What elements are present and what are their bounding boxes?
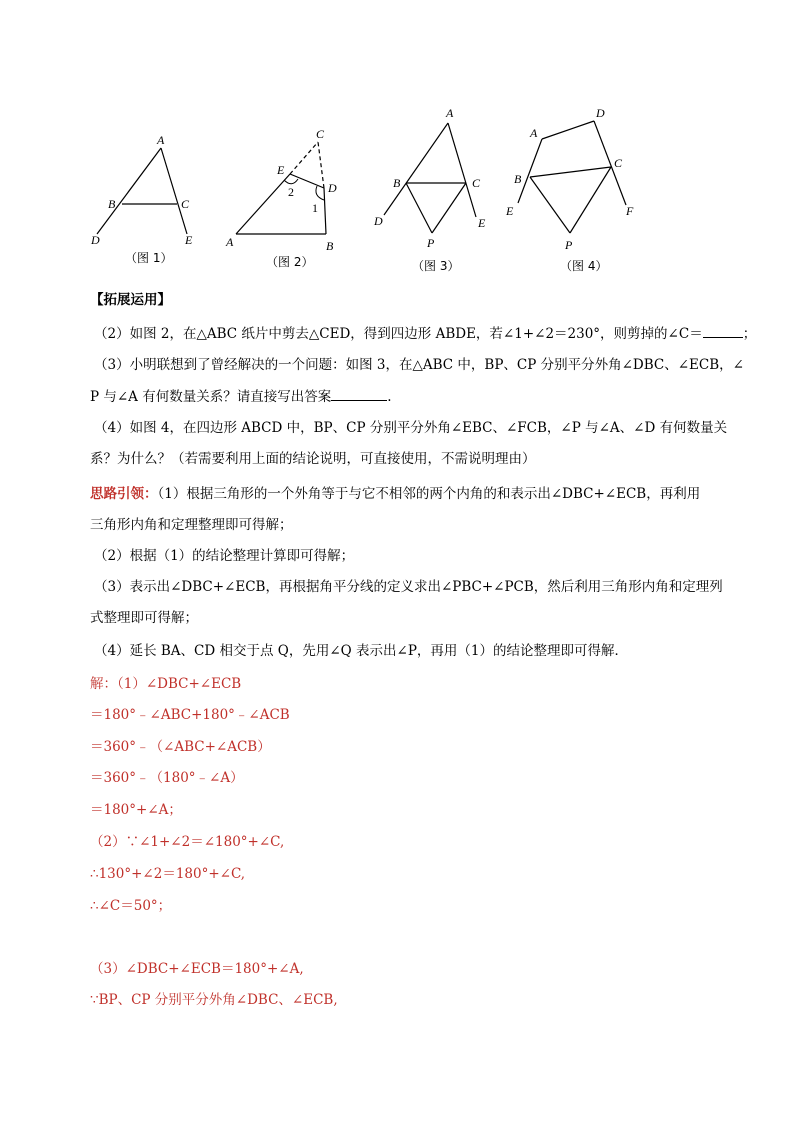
fig3-label-D: D: [374, 214, 383, 228]
solution-line-4: ＝360°﹣（180°﹣∠A）: [90, 770, 244, 786]
question-3-line-1: （3）小明联想到了曾经解决的一个问题：如图 3，在△ABC 中，BP、CP 分别平分外角∠DBC、∠ECB，∠: [94, 357, 744, 373]
hint-line-1: 思路引领：（1）根据三角形的一个外角等于与它不相邻的两个内角的和表示出∠DBC+∠ECB，再利用: [90, 486, 701, 502]
figure-1: [85, 130, 195, 270]
solution-line-10: ∵BP、CP 分别平分外角∠DBC、∠ECB,: [90, 992, 338, 1008]
fig4-label-F: F: [626, 204, 634, 218]
hint-line-2: 三角形内角和定理整理即可得解；: [90, 517, 293, 533]
question-4-line-1: （4）如图 4，在四边形 ABCD 中，BP、CP 分别平分外角∠EBC、∠FCB，∠P 与∠A、∠D 有何数量关: [94, 420, 728, 436]
solution-line-2: ＝180°﹣∠ABC+180°﹣∠ACB: [90, 707, 290, 723]
solution-line-5: ＝180°+∠A；: [90, 802, 182, 818]
fig1-caption: （图 1）: [125, 251, 173, 265]
fig3-label-B: B: [393, 176, 401, 190]
fig3-label-P: P: [427, 236, 435, 250]
answer-blank[interactable]: [331, 386, 387, 401]
figure-2: [222, 122, 352, 272]
hint-line-3: （2）根据（1）的结论整理计算即可得解；: [94, 548, 355, 564]
fig3-label-A: A: [446, 106, 454, 120]
figure-4-drawing: [500, 103, 645, 278]
hint-line-5: 式整理即可得解；: [90, 610, 198, 626]
figure-2-drawing: [222, 122, 352, 272]
fig4-label-E: E: [506, 204, 514, 218]
fig4-label-A: A: [530, 126, 538, 140]
answer-blank[interactable]: [703, 323, 743, 338]
fig4-caption: （图 4）: [560, 259, 608, 273]
fig2-caption: （图 2）: [266, 255, 314, 269]
fig3-label-E: E: [478, 216, 486, 230]
fig2-label-2: 2: [288, 185, 294, 199]
figure-3-drawing: [368, 103, 498, 278]
solution-line-7: ∴130°+∠2＝180°+∠C,: [90, 866, 246, 882]
fig4-label-B: B: [514, 172, 522, 186]
fig3-caption: （图 3）: [412, 259, 460, 273]
solution-line-3: ＝360°﹣（∠ABC+∠ACB）: [90, 739, 271, 755]
fig4-label-D: D: [596, 106, 605, 120]
figure-4: [500, 103, 645, 278]
solution-line-8: ∴∠C＝50°；: [90, 898, 172, 914]
solution-line-1: 解：（1）∠DBC+∠ECB: [90, 676, 242, 692]
figure-3: [368, 103, 498, 278]
question-4-line-2: 系？为什么？（若需要利用上面的结论说明，可直接使用，不需说明理由）: [90, 451, 536, 467]
question-3-line-2: P 与∠A 有何数量关系？请直接写出答案 .: [90, 386, 392, 407]
solution-line-6: （2）∵∠1+∠2＝∠180°+∠C,: [90, 834, 285, 850]
fig2-label-1: 1: [312, 201, 318, 215]
section-heading: 【拓展运用】: [90, 292, 171, 308]
fig1-label-B: B: [108, 197, 116, 211]
solution-line-9: （3）∠DBC+∠ECB＝180°+∠A,: [90, 961, 304, 977]
hint-line-4: （3）表示出∠DBC+∠ECB，再根据角平分线的定义求出∠PBC+∠PCB，然后利用三角形内角和定理列: [94, 579, 723, 595]
fig2-label-A: A: [226, 235, 234, 249]
fig2-label-B: B: [326, 239, 334, 253]
fig2-label-D: D: [328, 181, 337, 195]
fig1-label-E: E: [185, 233, 193, 247]
fig2-label-E: E: [277, 163, 285, 177]
fig1-label-D: D: [91, 233, 100, 247]
fig2-label-C: C: [316, 127, 325, 141]
question-2: （2）如图 2，在△ABC 纸片中剪去△CED，得到四边形 ABDE，若∠1+∠2＝230°，则剪掉的∠C＝ ；: [94, 323, 756, 344]
figure-1-drawing: [85, 130, 195, 270]
hint-line-6: （4）延长 BA、CD 相交于点 Q，先用∠Q 表示出∠P，再用（1）的结论整理即可得解．: [94, 643, 629, 659]
fig1-label-A: A: [157, 133, 165, 147]
fig1-label-C: C: [181, 197, 190, 211]
fig4-label-P: P: [565, 238, 573, 252]
fig3-label-C: C: [472, 176, 481, 190]
fig4-label-C: C: [614, 156, 623, 170]
